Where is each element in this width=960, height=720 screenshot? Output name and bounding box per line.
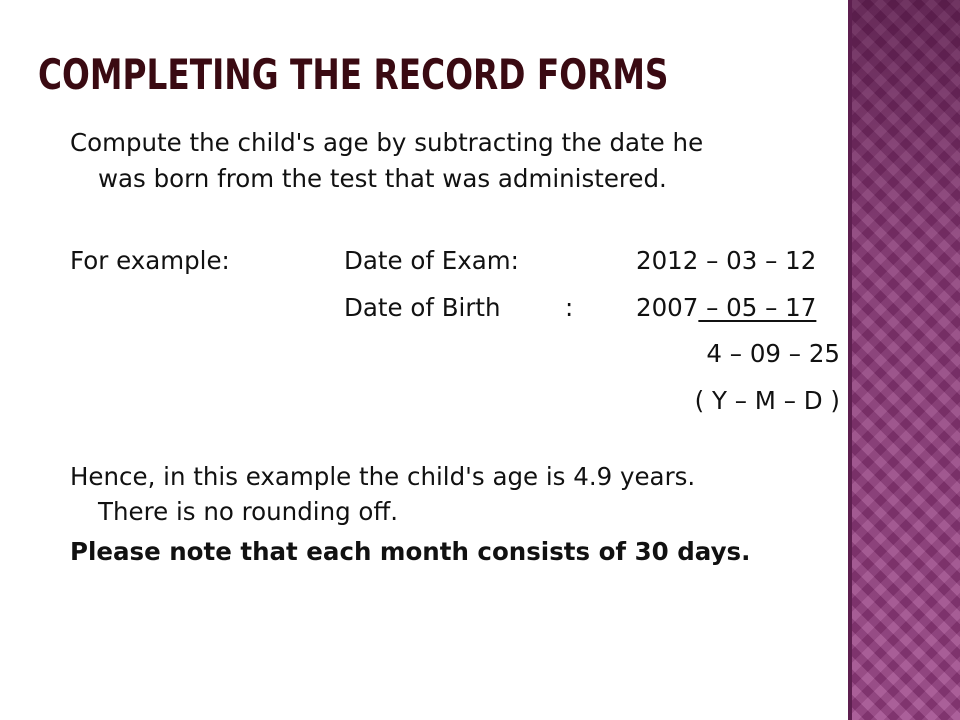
instruction-line-2: was born from the test that was administered.	[98, 164, 667, 193]
exam-date-value: 2012 – 03 – 12	[636, 246, 817, 275]
birth-date-month-day: – 05 – 17	[698, 293, 817, 322]
age-result: 4 – 09 – 25	[706, 339, 840, 368]
birth-date-value	[636, 293, 816, 323]
conclusion-line-1: Hence, in this example the child's age is 4.9 years.	[70, 462, 696, 491]
decorative-side-band	[852, 0, 960, 720]
age-legend: ( Y – M – D )	[694, 386, 840, 415]
conclusion-line-2: There is no rounding off.	[98, 497, 399, 526]
exam-date-label: Date of Exam:	[344, 246, 519, 275]
birth-date-colon: :	[565, 293, 574, 322]
slide-title: COMPLETING THE RECORD FORMS	[38, 50, 669, 99]
example-label: For example:	[70, 246, 230, 275]
month-note: Please note that each month consists of 30 days.	[70, 537, 751, 566]
instruction-line-1: Compute the child's age by subtracting the date he	[70, 128, 704, 157]
birth-date-label: Date of Birth	[344, 293, 501, 322]
birth-date-year: 2007	[636, 293, 699, 322]
